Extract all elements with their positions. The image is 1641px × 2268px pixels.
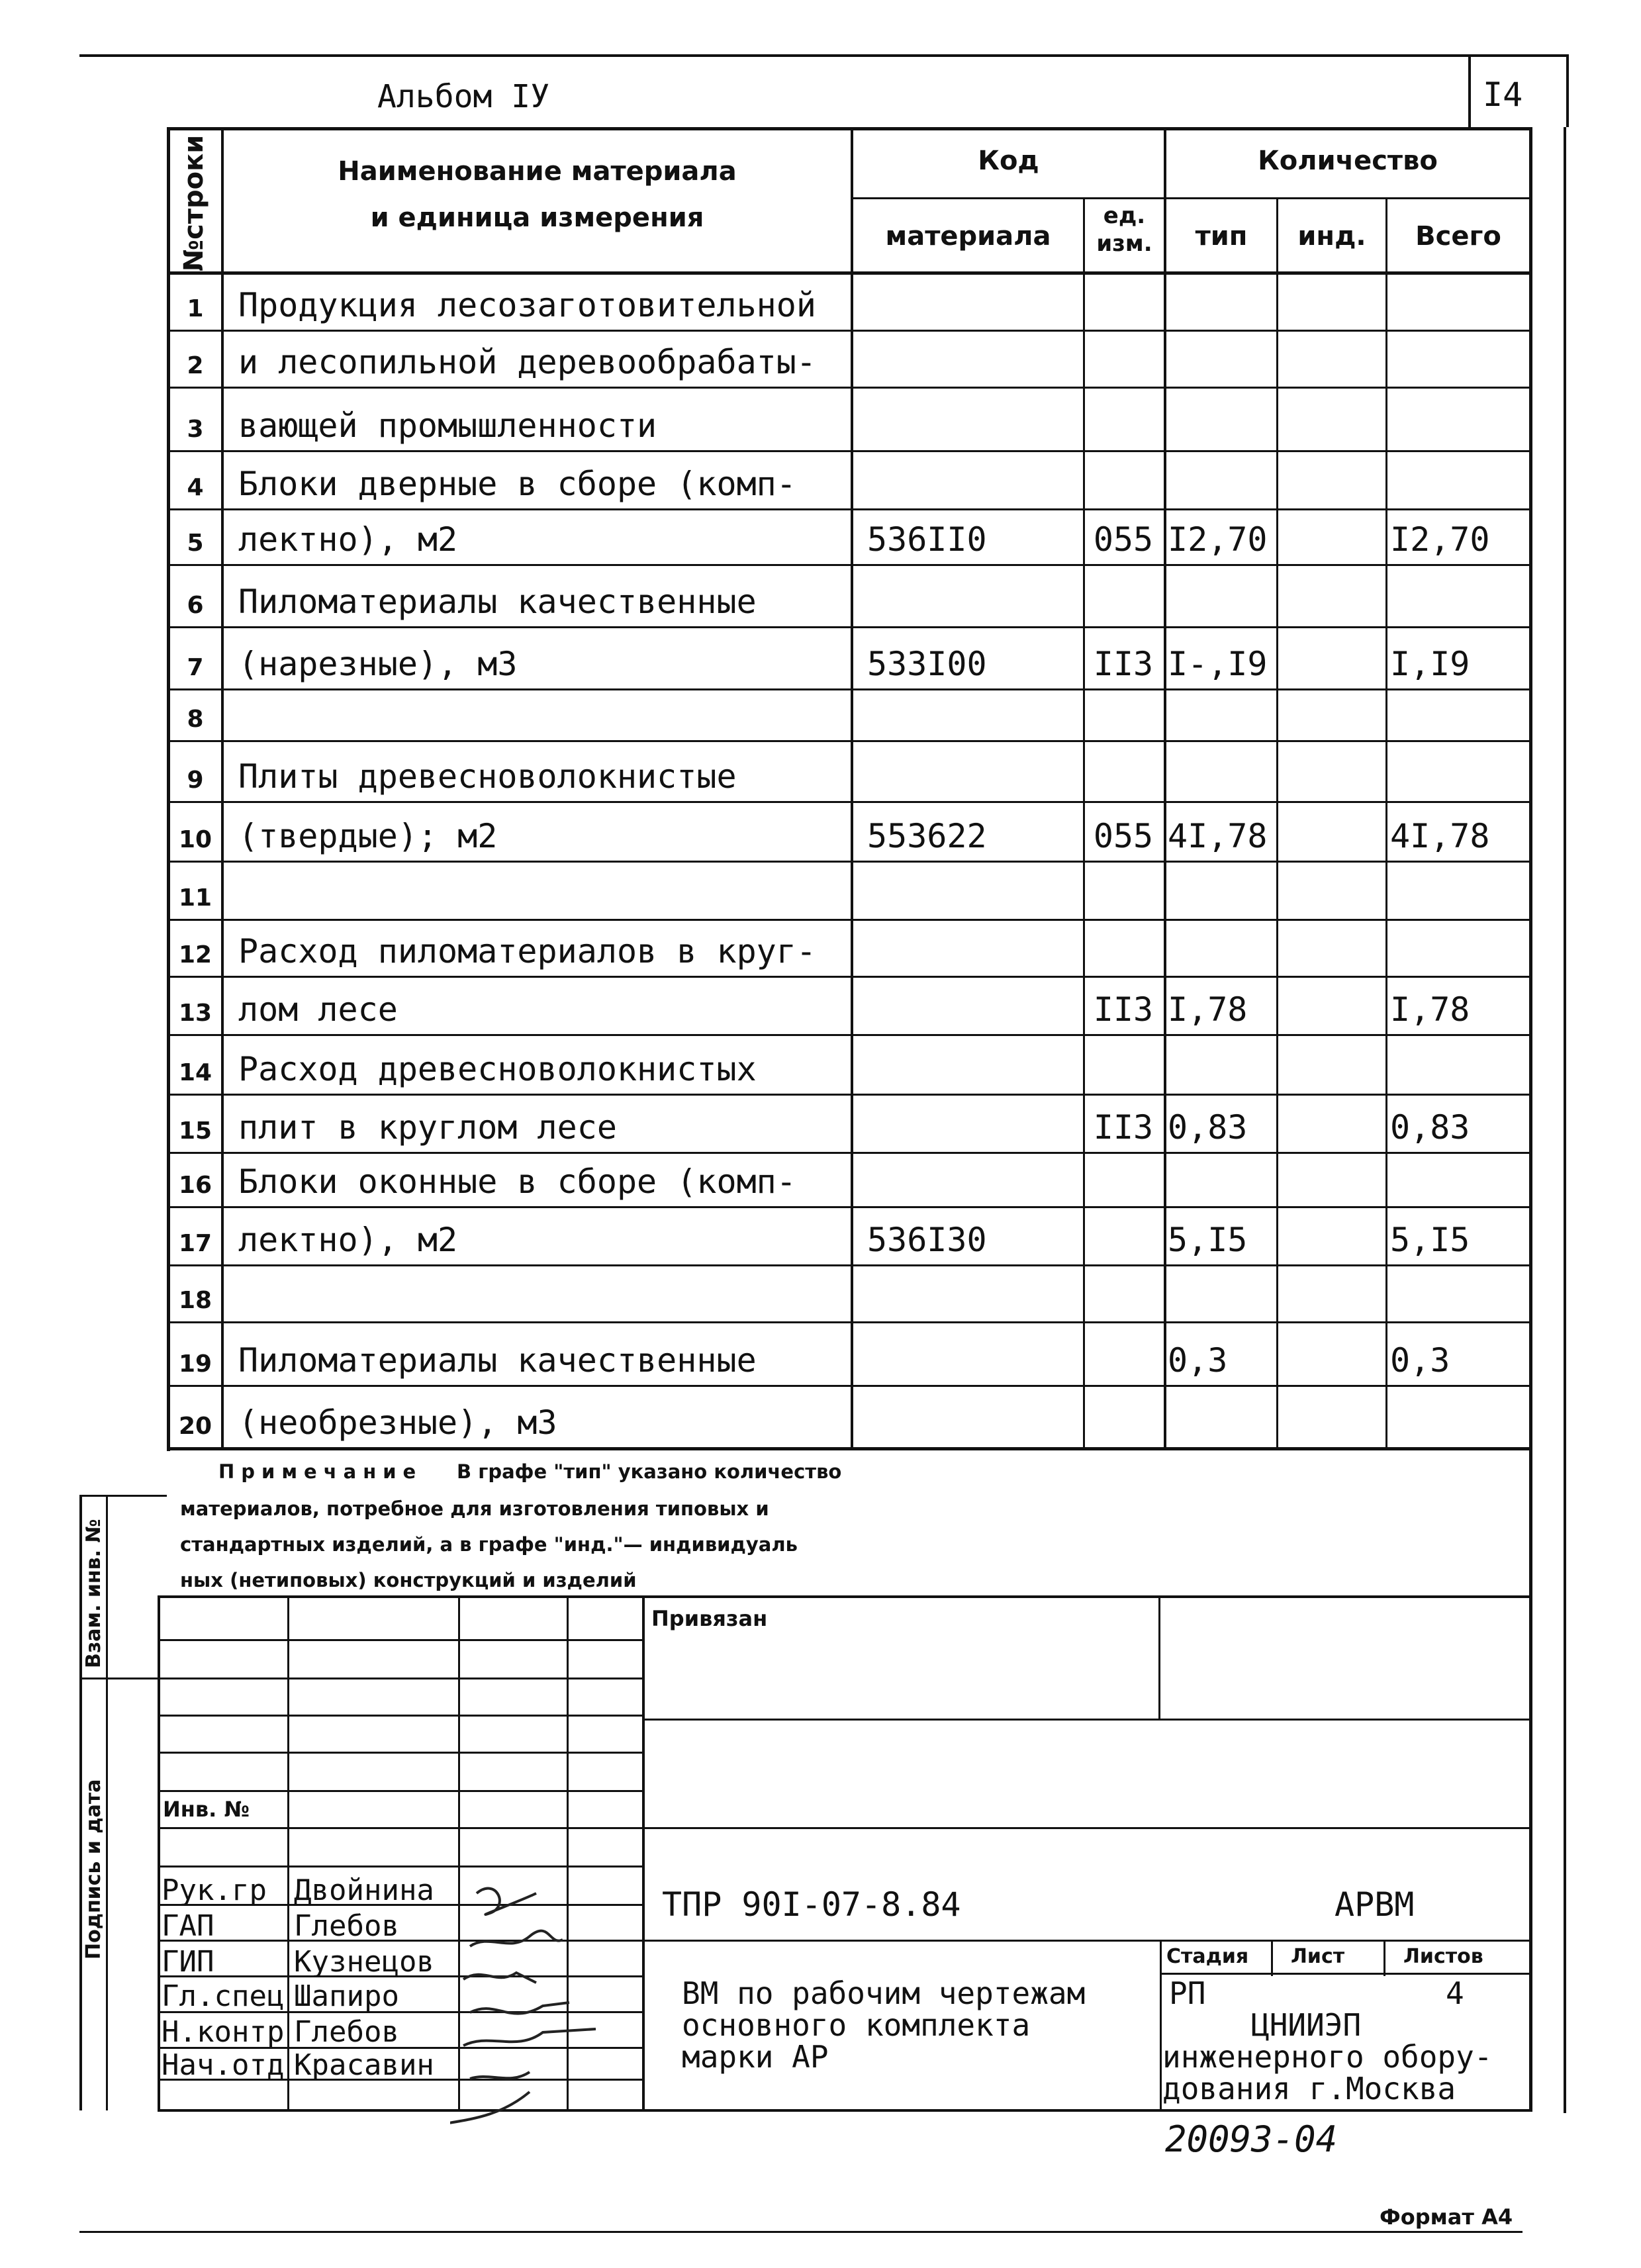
row-number: 6 — [187, 592, 204, 619]
col-code-material-header: материала — [885, 221, 1051, 252]
row-number: 15 — [178, 1117, 212, 1145]
title-line-3: марки АР — [682, 2039, 829, 2075]
material-name: лом лесе — [238, 990, 398, 1029]
signer-name: Шапиро — [294, 1979, 399, 2013]
note-lead: Примечание — [218, 1460, 423, 1483]
document-code: ТПР 90I-07-8.84 — [662, 1885, 961, 1924]
qty-total: 0,83 — [1390, 1108, 1470, 1147]
qty-total: I2,70 — [1390, 520, 1490, 559]
side-label-vzam-inv: Взам. инв. № — [82, 1519, 105, 1668]
note-line-4: ных (нетиповых) конструкций и изделий — [180, 1569, 637, 1591]
note-line-3: стандартных изделий, а в графе "инд."— индивидуаль — [180, 1533, 798, 1556]
material-name: плит в круглом лесе — [238, 1108, 617, 1147]
signer-name: Глебов — [294, 1909, 399, 1943]
material-name: вающей промышленности — [238, 406, 657, 445]
col-qty-type-header: тип — [1195, 221, 1248, 252]
row-number: 13 — [178, 1000, 212, 1027]
sheet-label: Лист — [1291, 1945, 1345, 1968]
col-qty-ind-header: инд. — [1297, 221, 1366, 252]
material-name: (твердые); м2 — [238, 817, 498, 855]
material-name: (необрезные), м3 — [238, 1403, 557, 1442]
sheets-value: 4 — [1446, 1975, 1464, 2011]
org-line-1: ЦНИИЭП — [1251, 2007, 1362, 2043]
note-line-1: В графе "тип" указано количество — [457, 1460, 842, 1483]
row-number: 5 — [187, 530, 204, 557]
side-label-podpis-data: Подпись и дата — [82, 1779, 105, 1960]
col-code-unit-header-2: изм. — [1096, 230, 1152, 257]
material-name: Расход древесноволокнистых — [238, 1050, 757, 1088]
row-number: 2 — [187, 352, 204, 379]
row-number: 12 — [178, 941, 212, 969]
signer-role: Гл.спец — [162, 1979, 285, 2013]
material-name: Продукция лесозаготовительной — [238, 286, 816, 324]
qty-total: I,78 — [1390, 990, 1470, 1029]
qty-type: I,78 — [1168, 990, 1248, 1029]
inventory-number: 20093-04 — [1165, 2118, 1338, 2160]
material-code: 536II0 — [867, 520, 987, 559]
signer-name: Красавин — [294, 2048, 434, 2082]
col-code-unit-header-1: ед. — [1103, 203, 1146, 229]
row-number: 10 — [178, 826, 212, 853]
material-name: Пиломатериалы качественные — [238, 1341, 757, 1380]
row-number: 16 — [178, 1172, 212, 1199]
unit-code: II3 — [1093, 645, 1154, 683]
row-number: 4 — [187, 474, 204, 501]
unit-code: 055 — [1093, 817, 1154, 855]
material-name: Блоки оконные в сборе (комп- — [238, 1162, 796, 1201]
title-line-2: основного комплекта — [682, 2007, 1031, 2043]
row-number: 14 — [178, 1059, 212, 1086]
org-line-3: дования г.Москва — [1162, 2071, 1456, 2106]
material-name: Плиты древесноволокнистые — [238, 757, 737, 796]
material-name: Пиломатериалы качественные — [238, 583, 757, 621]
row-number: 8 — [187, 706, 204, 733]
material-name: лектно), м2 — [238, 520, 458, 559]
unit-code: II3 — [1093, 1108, 1154, 1147]
material-code: 533I00 — [867, 645, 987, 683]
qty-total: 5,I5 — [1390, 1221, 1470, 1259]
note-line-2: материалов, потребное для изготовления типовых и — [180, 1497, 769, 1520]
qty-type: I2,70 — [1168, 520, 1268, 559]
col-name-header-1: Наименование материала — [338, 156, 737, 187]
row-number: 20 — [178, 1413, 212, 1440]
material-name: и лесопильной деревообрабаты- — [238, 343, 816, 381]
qty-total: 0,3 — [1390, 1341, 1450, 1380]
material-name: лектно), м2 — [238, 1221, 458, 1259]
qty-total: I,I9 — [1390, 645, 1470, 683]
row-number: 19 — [178, 1350, 212, 1378]
signer-name: Глебов — [294, 2015, 399, 2049]
qty-total: 4I,78 — [1390, 817, 1490, 855]
row-number: 3 — [187, 416, 204, 443]
signer-role: ГАП — [162, 1909, 214, 1943]
material-code: 536I30 — [867, 1221, 987, 1259]
qty-type: 0,3 — [1168, 1341, 1228, 1380]
privyazan-label: Привязан — [651, 1606, 768, 1631]
qty-type: I-,I9 — [1168, 645, 1268, 683]
col-code-header: Код — [978, 146, 1039, 176]
stage-label: Стадия — [1166, 1945, 1249, 1968]
row-number: 11 — [178, 884, 212, 912]
org-line-2: инженерного обору- — [1162, 2039, 1493, 2075]
title-line-1: ВМ по рабочим чертежам — [682, 1975, 1086, 2011]
unit-code: 055 — [1093, 520, 1154, 559]
row-number: 18 — [178, 1287, 212, 1314]
album-title: Альбом IУ — [377, 78, 550, 115]
inv-no-label: Инв. № — [163, 1797, 250, 1822]
signer-role: Н.контр — [162, 2015, 285, 2049]
col-quantity-header: Количество — [1258, 146, 1438, 176]
page-number: I4 — [1483, 75, 1523, 114]
material-name: Блоки дверные в сборе (комп- — [238, 465, 796, 503]
col-row-number-header: №строки — [179, 134, 209, 271]
signer-role: Нач.отд — [162, 2048, 285, 2082]
signer-name: Двойнина — [294, 1873, 434, 1907]
unit-code: II3 — [1093, 990, 1154, 1029]
signatures — [450, 1873, 649, 2138]
row-number: 17 — [178, 1230, 212, 1257]
row-number: 7 — [187, 654, 204, 681]
qty-type: 4I,78 — [1168, 817, 1268, 855]
stage-value: РП — [1169, 1975, 1206, 2011]
col-name-header-2: и единица измерения — [370, 203, 704, 233]
signer-role: Рук.гр — [162, 1873, 267, 1907]
signer-name: Кузнецов — [294, 1945, 434, 1979]
signer-role: ГИП — [162, 1945, 214, 1979]
document-mark: АРВМ — [1335, 1885, 1415, 1924]
format-label: Формат А4 — [1380, 2204, 1513, 2230]
row-number: 9 — [187, 767, 204, 794]
material-name: (нарезные), м3 — [238, 645, 518, 683]
col-qty-total-header: Всего — [1415, 221, 1501, 252]
material-name: Расход пиломатериалов в круг- — [238, 932, 816, 970]
qty-type: 0,83 — [1168, 1108, 1248, 1147]
row-number: 1 — [187, 295, 204, 322]
material-code: 553622 — [867, 817, 987, 855]
qty-type: 5,I5 — [1168, 1221, 1248, 1259]
sheets-label: Листов — [1403, 1945, 1483, 1968]
